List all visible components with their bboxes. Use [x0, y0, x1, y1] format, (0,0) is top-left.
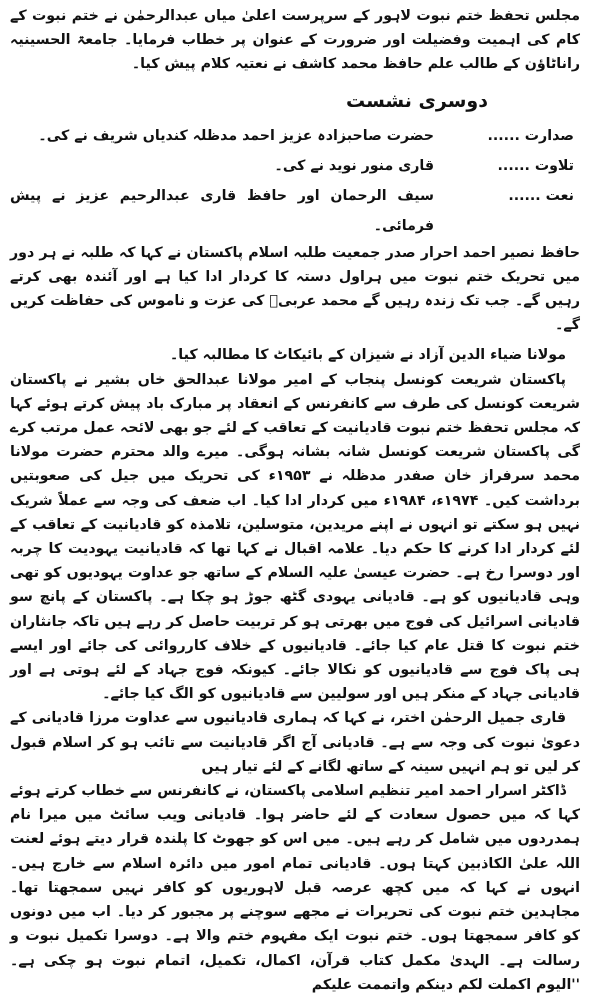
- section-heading: دوسری نشست: [345, 89, 488, 112]
- paragraph-abdul-haq-bashir: پاکستان شریعت کونسل پنجاب کے امیر مولانا عبدالحق خاں بشیر نے پاکستان شریعت کونسل کی طرف سے کانفرنس کے انعقاد پر مبارک باد پیش کرتے ہوئے کہا کہ مجلس تحفظ ختم نبوت قادیانیت کے تعاقب کے لئے جو بھی لائحہ عمل مرتب کرے گی پاکستان شریعت کونسل شانہ بشانہ ہوگی۔ میرے والد محترم حضرت مولانا محمد سرفراز خان صفدر مدظلہ نے ۱۹۵۳ء کی تحریک میں جیل کی صعوبتیں برداشت کیں۔ ۱۹۷۴ء، ۱۹۸۴ء میں کردار ادا کیا۔ اب ضعف کی وجہ سے عملاً شریک نہیں ہو سکتے تو انہوں نے اپنے مریدین، متوسلین، تلامذہ کو قادیانیت کے تعاقب کے لئے کردار ادا کرنے کا حکم دیا۔ علامہ اقبال نے کہا تھا کہ قادیانیت یہودیت کا چربہ اور دوسرا رخ ہے۔ حضرت عیسیٰ علیہ السلام کے ساتھ جو عداوت یہودیوں کو تھی وہی قادیانیوں کو ہے۔ قادیانی یہودی گٹھ جوڑ ہو چکا ہے۔ پاکستان کے پانچ سو قادیانی اسرائیل کی فوج میں بھرتی ہو کر تربیت حاصل کر رہے ہیں تاکہ جانثاران ختم نبوت کا قتل عام کیا جائے۔ قادیانیوں کے خلاف کارروائی کی جائے اور ایسے ہی پاک فوج سے قادیانیوں کو نکالا جائے۔ کیونکہ فوج جہاد کے لئے ہوتی ہے اور قادیانی جہاد کے منکر ہیں اور سولیین سے قادیانیوں کو الگ کیا جائے۔: [10, 371, 580, 703]
- intro-paragraph: مجلس تحفظ ختم نبوت لاہور کے سرپرست اعلیٰ میاں عبدالرحمٰن نے ختم نبوت کے کام کی اہمیت وفضیلت اور ضرورت کے عنوان پر خطاب فرمایا۔ جامعۃ الحسینیہ راناٹاؤن کے طالب علم حافظ محمد کاشف نے نعتیہ کلام پیش کیا۔: [10, 8, 580, 73]
- role-person: حضرت صاحبزادہ عزیز احمد مدظلہ کندیاں شریف نے کی۔: [38, 127, 434, 144]
- role-label: تلاوت ......: [497, 157, 574, 174]
- role-row-presidency: [10, 121, 580, 151]
- paragraph-israr-ahmad: ڈاکٹر اسرار احمد امیر تنظیم اسلامی پاکستان، نے کانفرنس سے خطاب کرتے ہوئے کہا کہ میں حصول سعادت کے لئے حاضر ہوا۔ قادیانی ویب سائٹ میں میرا نام ہمدردوں میں شامل کر رہے ہیں۔ میں اس کو جھوٹ کا پلندہ قرار دیتے ہوئے لعنت اللہ علیٰ الکاذبین کہتا ہوں۔ قادیانی تمام امور میں دائرہ اسلام سے خارج ہیں۔ انہوں نے کہا کہ میں کچھ عرصہ قبل لاہوریوں کو کافر نہیں سمجھتا تھا۔ مجاہدین ختم نبوت کی تحریرات نے مجھے سوچنے پر مجبور کر دیا۔ اب میں دونوں کو کافر سمجھتا ہوں۔ ختم نبوت ایک مفہوم ختم والا ہے۔ دوسرا تکمیل نبوت و رسالت ہے۔ الہدیٰ مکمل کتاب قرآن، اکمال، تکمیل، اتمام نبوت ہو چکی ہے۔ ''الیوم اکملت لکم دینکم واتممت علیکم: [9, 783, 580, 993]
- paragraph-ziauddin-azad: مولانا ضیاء الدین آزاد نے شیزان کے بائیکاٹ کا مطالبہ کیا۔: [169, 347, 566, 364]
- paragraph-jameel-ur-rehman: قاری جمیل الرحمٰن اختر، نے کہا کہ ہماری قادیانیوں سے عداوت مرزا قادیانی کے دعویٰ نبوت کی وجہ سے ہے۔ قادیانی آج اگر قادیانیت سے تائب ہو کر اسلام قبول کر لیں تو ہم انہیں سینہ کے ساتھ لگانے کے لئے تیار ہیں: [10, 710, 580, 775]
- role-person: سیف الرحمان اور حافظ قاری عبدالرحیم عزیز نے پیش فرمائی۔: [10, 187, 434, 234]
- role-person: قاری منور نوید نے کی۔: [274, 157, 434, 174]
- role-row-naat: [10, 181, 580, 241]
- role-row-recitation: [10, 151, 580, 181]
- role-label: نعت ......: [508, 187, 574, 204]
- role-label: صدارت ......: [487, 127, 574, 144]
- paragraph-naseer-ahmad: حافظ نصیر احمد احرار صدر جمعیت طلبہ اسلام پاکستان نے کہا کہ طلبہ نے ہر دور میں تحریک ختم نبوت میں ہراول دستہ کا کردار ادا کیا ہے اور آئندہ بھی کرتے رہیں گے۔ جب تک زندہ رہیں گے محمد عربیؐ کی عزت و ناموس کی حفاظت کریں گے۔: [10, 244, 580, 334]
